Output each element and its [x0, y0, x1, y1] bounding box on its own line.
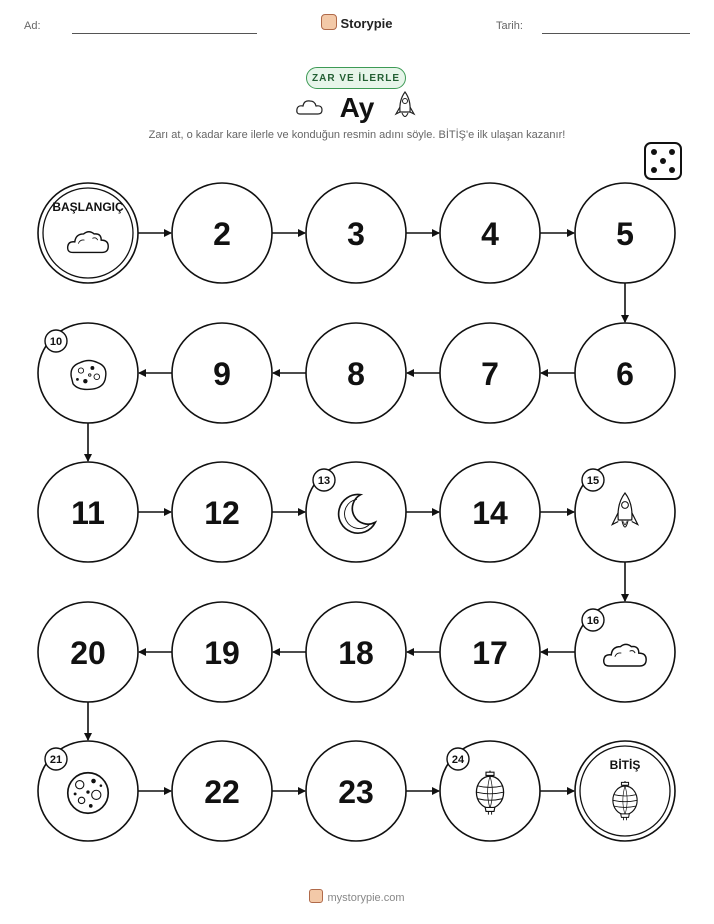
brand-name: Storypie — [340, 16, 393, 31]
board-cell-12 — [172, 462, 272, 562]
board-cell-23 — [306, 741, 406, 841]
board-cell-6 — [575, 323, 675, 423]
board-cell-9 — [172, 323, 272, 423]
cell-number: 16 — [586, 615, 600, 627]
activity-badge: ZAR VE İLERLE — [306, 67, 406, 89]
cell-number: 4 — [481, 216, 499, 252]
cell-number: 19 — [204, 635, 240, 671]
cell-number: 8 — [347, 356, 365, 392]
board-cell-20 — [38, 602, 138, 702]
cell-number: 3 — [347, 216, 365, 252]
board-cell-11 — [38, 462, 138, 562]
footer-url: mystorypie.com — [327, 892, 405, 904]
board-cell-16 — [575, 602, 675, 702]
cell-number: 14 — [472, 495, 508, 531]
cell-number: 24 — [451, 754, 465, 766]
board-cell-4 — [440, 183, 540, 283]
page-title: Ay — [339, 92, 375, 123]
board-cell-19 — [172, 602, 272, 702]
board-cell-17 — [440, 602, 540, 702]
board-cell-5 — [575, 183, 675, 283]
board-cell-15 — [575, 462, 675, 562]
moon-surface-icon — [68, 773, 108, 813]
board-cell-7 — [440, 323, 540, 423]
cell-number: 20 — [70, 635, 106, 671]
cell-number: 7 — [481, 356, 499, 392]
board-cell-8 — [306, 323, 406, 423]
instructions-text: Zarı at, o kadar kare ilerle ve konduğun resmin adını söyle. BİTİŞ'e ilk ulaşan kazanır! — [148, 129, 566, 141]
cell-number: 17 — [472, 635, 508, 671]
board-cell-14 — [440, 462, 540, 562]
cell-number: 6 — [616, 356, 634, 392]
cell-number: 2 — [213, 216, 231, 252]
footer — [0, 889, 714, 904]
board-cell-25 — [575, 741, 675, 841]
board-cell-10 — [38, 323, 138, 423]
cell-number: 9 — [213, 356, 231, 392]
cell-number: 18 — [338, 635, 374, 671]
name-label: Ad: — [24, 20, 41, 32]
cell-number: 13 — [317, 475, 331, 487]
cell-number: 15 — [586, 475, 600, 487]
board-cell-3 — [306, 183, 406, 283]
board-cell-24 — [440, 741, 540, 841]
date-label: Tarih: — [496, 20, 523, 32]
board-cell-22 — [172, 741, 272, 841]
cell-label: BAŞLANGIÇ — [52, 200, 124, 214]
cell-number: 12 — [204, 495, 240, 531]
cell-label: BİTİŞ — [609, 758, 641, 772]
cell-number: 22 — [204, 774, 240, 810]
board-cells — [38, 183, 675, 841]
footer-logo-icon — [309, 889, 323, 903]
board-cell-2 — [172, 183, 272, 283]
cell-number: 21 — [49, 754, 63, 766]
asteroid-icon — [71, 360, 106, 389]
board-cell-13 — [306, 462, 406, 562]
cell-number: 11 — [71, 495, 105, 531]
cell-number: 5 — [616, 216, 634, 252]
board-cell-1 — [38, 183, 138, 283]
cell-number: 10 — [49, 336, 63, 348]
cell-number: 23 — [338, 774, 374, 810]
board-cell-21 — [38, 741, 138, 841]
board-cell-18 — [306, 602, 406, 702]
cell-circle — [38, 183, 138, 283]
